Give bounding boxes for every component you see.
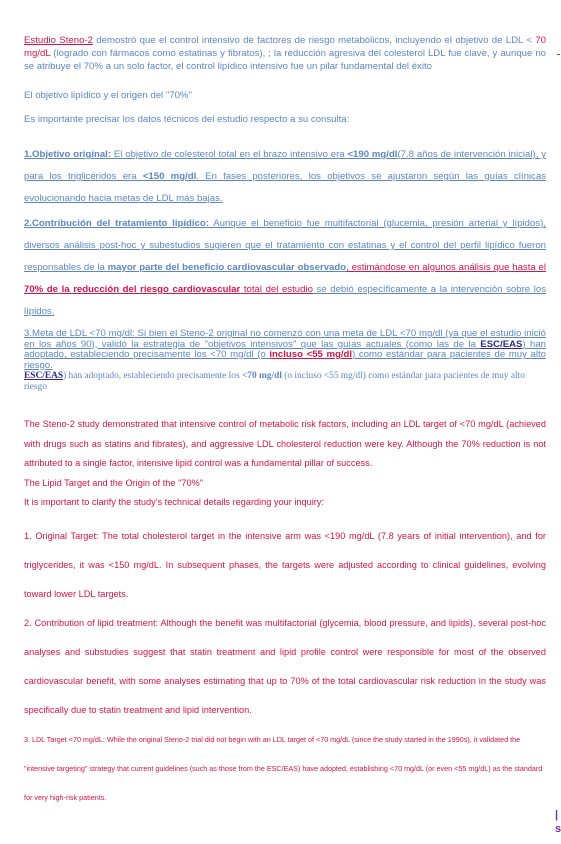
es-intro-text-2: (logrado con fármacos como estatinas y fibratos), ; la reducción agresiva del colesterol LDL fue clave, y aunque no se atribuye el 70% a un solo factor, el control lipídico intensivo fue un pilar fundamental del éxito	[24, 48, 546, 72]
esc-eas-link[interactable]: ESC/EAS	[480, 338, 523, 350]
edge-tick-mark	[557, 54, 560, 59]
es-intro-text-1: demostró que el control intensivo de factores de riesgo metabólicos, incluyendo el objetivo de LDL <	[92, 35, 532, 46]
es-point-1	[24, 144, 546, 210]
es-point-3-text-1: 3.Meta de LDL <70 mg/dl: Si bien el Steno-2 original no comenzó con una meta de LDL <70 mg/dl (ya que el estudio inició en los años 90), validó la estrategia de "objetivos intensivos" que las guías actuales (como las de la	[24, 328, 546, 350]
en-point-1: 1. Original Target: The total cholesterol target in the intensive arm was <190 mg/dL (7.8 years of initial intervention), and for triglycerides, it was <150 mg/dL. In subsequent phases, the targets were adjusted according to clinical guidelines, evolving toward lower LDL targets.	[24, 530, 546, 599]
es-point-2-text-4: se debió específicamente a la intervención sobre los lípidos.	[24, 284, 546, 317]
es-point-2-bold-2: 70% de la reducción del riesgo cardiovascular	[24, 284, 241, 295]
es-point-2-text-3: total del estudio	[240, 284, 313, 295]
es-point-1-text-2: (7.8 años de intervención inicial), y para los triglicéridos era	[24, 149, 546, 182]
en-clarify: It is important to clarify the study's technical details regarding your inquiry:	[24, 496, 324, 507]
edge-purple-fragment: | s	[555, 809, 561, 835]
es-point-2-text-2: , estimándose en algunos análisis que hasta el	[346, 262, 546, 273]
es-point-3-text-2: ) han adoptado, estableciendo precisamente los <70 mg/dl (o	[24, 338, 547, 360]
es-dup-text-2: (o incluso <55 mg/dl) como estándar para pacientes de muy alto riesgo	[24, 371, 525, 392]
es-point-1-bold-1: <190 mg/dl	[347, 149, 398, 160]
es-intro-ldl: 70 mg/dL	[24, 35, 546, 59]
es-point-2-label: 2.Contribución del tratamiento lipídico:	[24, 218, 209, 229]
esc-eas-link-duplicate[interactable]: ESC/EAS	[24, 371, 64, 381]
en-point-3: 3. LDL Target <70 mg/dL: While the original Steno-2 trial did not begin with an LDL target of <70 mg/dL (since the study started in the 1990s), it validated the "intensive targeting" strategy that current guidelines (such as those from the ESC/EAS) have adopted, establishing <70 mg/dL (or even <55 mg/dL) as the standard for very high-risk patients.	[24, 734, 543, 802]
en-intro-paragraph: The Steno-2 study demonstrated that intensive control of metabolic risk factors, including an LDL target of <70 mg/dL (achieved with drugs such as statins and fibrates), and aggressive LDL cholesterol reduction were key. Although the 70% reduction is not attributed to a single factor, intensive lipid control was a fundamental pillar of success.	[24, 419, 546, 468]
es-point-1-text-3: . En fases posteriores, los objetivos se ajustaron según las guías clínicas evolucionando hacia metas de LDL más bajas.	[24, 171, 546, 204]
steno2-link[interactable]: Estudio Steno-2	[24, 35, 93, 46]
document-body	[24, 34, 546, 812]
es-dup-bold-1: <70 mg/dl	[241, 371, 282, 381]
es-point-3	[24, 329, 546, 371]
es-point-2-text-1: Aunque el beneficio fue multifactorial (glucemia, presión arterial y lípidos), diversos análisis post-hoc y subestudios sugieren que el tratamiento con estatinas y el control del perfil lipídico fueron responsables de la	[24, 218, 546, 273]
es-point-1-label: 1.Objetivo original:	[24, 149, 112, 160]
es-point-3-bold-1: incluso <55 mg/dl	[269, 349, 353, 360]
en-point-2: 2. Contribution of lipid treatment: Although the benefit was multifactorial (glycemia, blood pressure, and lipids), several post-hoc analyses and substudies suggest that statin treatment and lipid profile control were responsible for most of the observed cardiovascular benefit, with some analyses estimating that up to 70% of the total cardiovascular risk reduction in the study was specifically due to statin treatment and lipid intervention.	[24, 617, 546, 715]
es-point-2	[24, 213, 546, 323]
es-point-3-text-3: ) como estándar para pacientes de muy alto riesgo.	[24, 349, 546, 371]
es-point-1-text-1: El objetivo de colesterol total en el brazo intensivo era	[111, 149, 348, 160]
es-point-1-bold-2: <150 mg/dl	[142, 171, 197, 182]
es-clarify: Es importante precisar los datos técnicos del estudio respecto a su consulta:	[24, 114, 350, 125]
es-point-2-bold-1: mayor parte del beneficio cardiovascular observado	[107, 262, 347, 273]
es-intro-paragraph	[24, 34, 546, 73]
es-dup-text-1: ) han adoptado, estableciendo precisamente los	[63, 371, 242, 381]
es-point-3-duplicate	[24, 371, 546, 393]
es-heading: El objetivo lipídico y el origen del "70%"	[24, 90, 192, 101]
en-heading: The Lipid Target and the Origin of the "70%"	[24, 477, 203, 488]
